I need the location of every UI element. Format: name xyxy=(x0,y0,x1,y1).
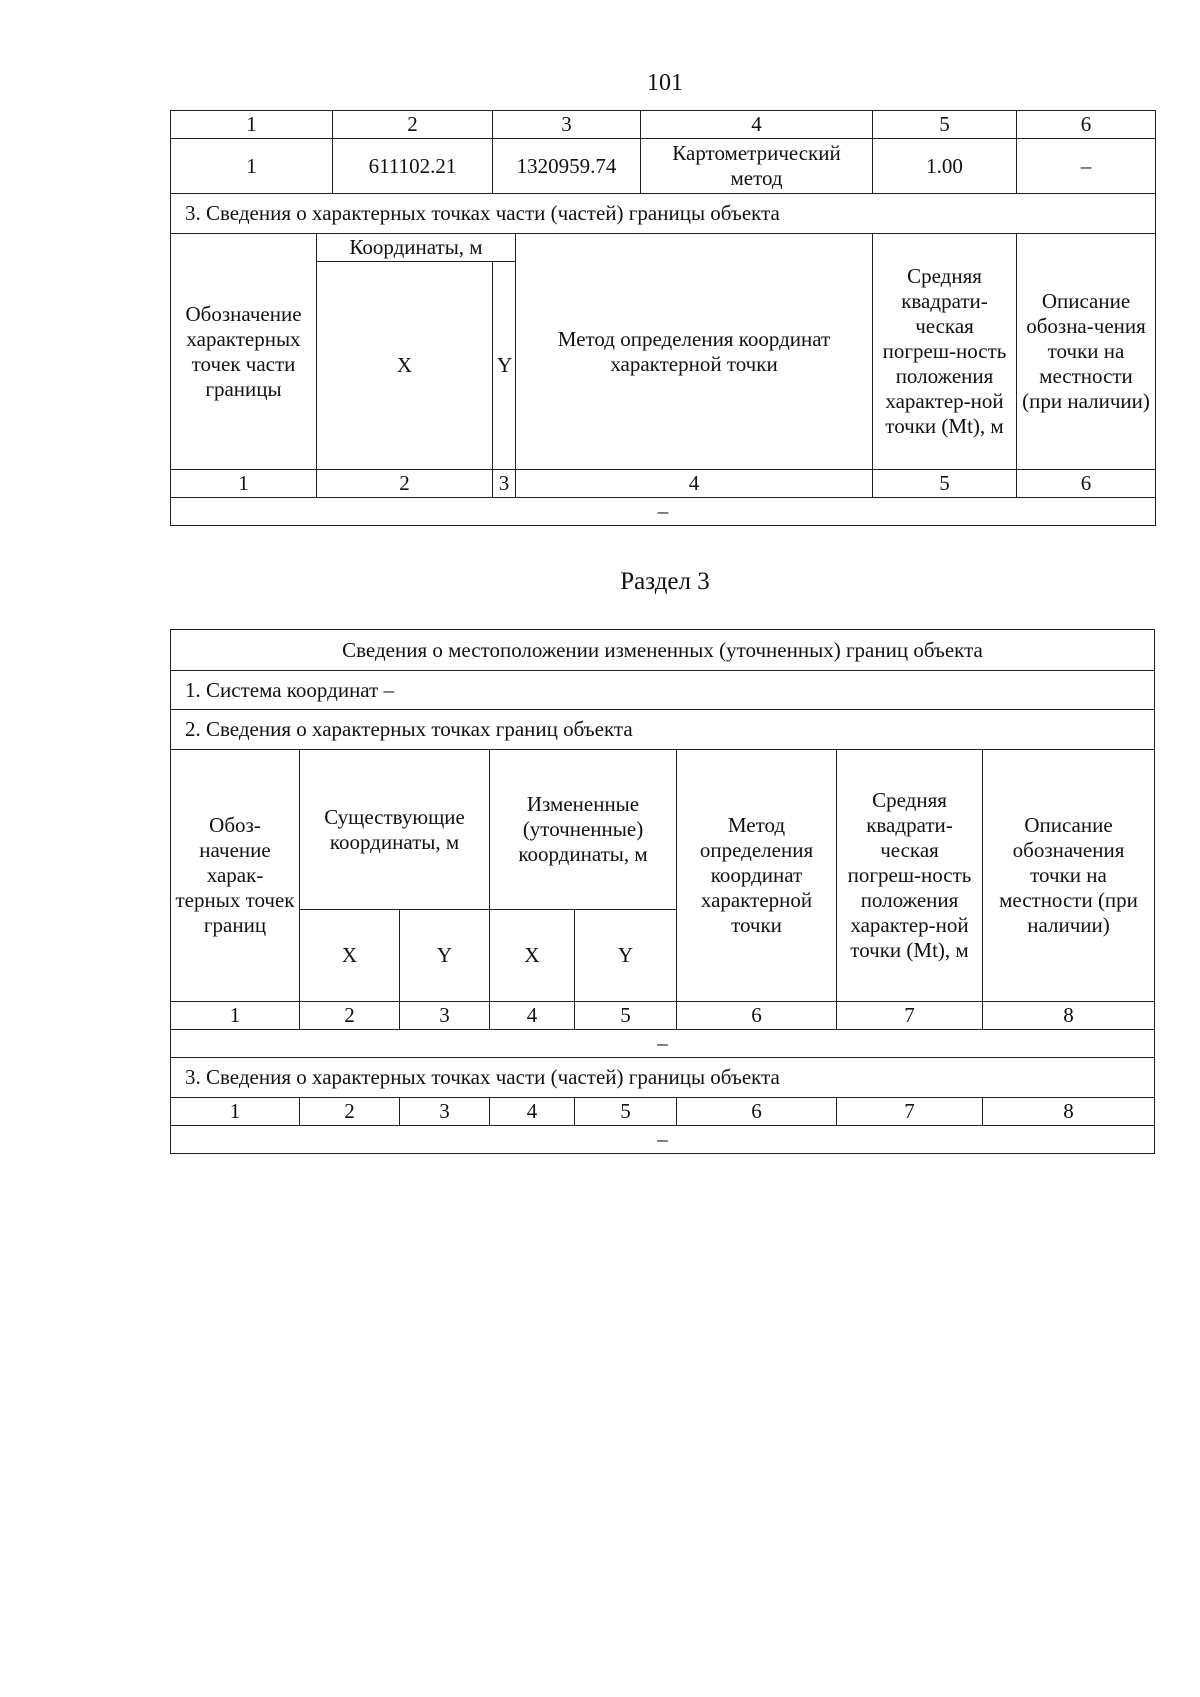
empty-row: – xyxy=(171,1030,1155,1058)
header-y: Y xyxy=(575,910,677,1002)
col-number: 1 xyxy=(171,1098,300,1126)
header-description: Описание обозначения точки на местности (при наличии) xyxy=(983,750,1155,1002)
header-mse: Средняя квадрати-ческая погреш-ность положения характер-ной точки (Mt), м xyxy=(837,750,983,1002)
header-x: X xyxy=(300,910,400,1002)
header-existing-coords: Существующие координаты, м xyxy=(300,750,490,910)
table-row xyxy=(171,234,1156,262)
col-number: 5 xyxy=(873,470,1017,498)
col-number: 4 xyxy=(516,470,873,498)
col-number: 6 xyxy=(677,1098,837,1126)
table-row xyxy=(171,111,1156,139)
header-designation: Обоз-начение харак-терных точек границ xyxy=(171,750,300,1002)
header-designation: Обозначение характерных точек части границы xyxy=(171,234,317,470)
col-number: 1 xyxy=(171,1002,300,1030)
empty-row: – xyxy=(171,1126,1155,1154)
col-number: 6 xyxy=(1017,470,1156,498)
header-y: Y xyxy=(400,910,490,1002)
table-row xyxy=(171,194,1156,234)
table-row xyxy=(171,1058,1155,1098)
col-number: 3 xyxy=(400,1098,490,1126)
col-number: 5 xyxy=(575,1098,677,1126)
empty-row: – xyxy=(171,498,1156,526)
header-method: Метод определения координат характерной точки xyxy=(677,750,837,1002)
col-number: 2 xyxy=(317,470,493,498)
coordinate-system: 1. Система координат – xyxy=(171,671,1155,710)
section-title: Раздел 3 xyxy=(620,568,710,595)
table-title: Сведения о местоположении измененных (уточненных) границ объекта xyxy=(171,630,1155,671)
col-number: 1 xyxy=(171,111,333,139)
col-number: 2 xyxy=(300,1098,400,1126)
col-number: 7 xyxy=(837,1098,983,1126)
col-number: 3 xyxy=(493,111,641,139)
changed-boundaries-table xyxy=(170,629,1155,1154)
col-number: 2 xyxy=(333,111,493,139)
header-description: Описание обозна-чения точки на местности (при наличии) xyxy=(1017,234,1156,470)
table-cell: 1320959.74 xyxy=(493,139,641,194)
table-row xyxy=(171,671,1155,710)
header-changed-coords: Измененные (уточненные) координаты, м xyxy=(490,750,677,910)
col-number: 7 xyxy=(837,1002,983,1030)
col-number: 4 xyxy=(490,1098,575,1126)
header-y: Y xyxy=(493,262,516,470)
col-number: 4 xyxy=(641,111,873,139)
table-row xyxy=(171,498,1156,526)
table-cell: 1 xyxy=(171,139,333,194)
col-number: 2 xyxy=(300,1002,400,1030)
col-number: 5 xyxy=(575,1002,677,1030)
header-method: Метод определения координат характерной точки xyxy=(516,234,873,470)
col-number: 5 xyxy=(873,111,1017,139)
table-cell: 1.00 xyxy=(873,139,1017,194)
table-row xyxy=(171,710,1155,750)
table-row xyxy=(171,1126,1155,1154)
col-number: 6 xyxy=(677,1002,837,1030)
table-cell: Картометрический метод xyxy=(641,139,873,194)
points-table-continuation xyxy=(170,110,1156,526)
col-number: 3 xyxy=(400,1002,490,1030)
col-number: 4 xyxy=(490,1002,575,1030)
table-row xyxy=(171,470,1156,498)
page-number: 101 xyxy=(647,70,683,96)
col-number: 6 xyxy=(1017,111,1156,139)
table-row xyxy=(171,1002,1155,1030)
col-number: 1 xyxy=(171,470,317,498)
header-x: X xyxy=(317,262,493,470)
section-heading: 3. Сведения о характерных точках части (частей) границы объекта xyxy=(171,194,1156,234)
section-heading: 2. Сведения о характерных точках границ объекта xyxy=(171,710,1155,750)
table-row xyxy=(171,1030,1155,1058)
header-coordinates: Координаты, м xyxy=(317,234,516,262)
table-row xyxy=(171,139,1156,194)
table-cell: – xyxy=(1017,139,1156,194)
table-row xyxy=(171,1098,1155,1126)
col-number: 3 xyxy=(493,470,516,498)
table-row xyxy=(171,750,1155,910)
table-row xyxy=(171,630,1155,671)
col-number: 8 xyxy=(983,1002,1155,1030)
col-number: 8 xyxy=(983,1098,1155,1126)
header-mse: Средняя квадрати-ческая погреш-ность положения характер-ной точки (Mt), м xyxy=(873,234,1017,470)
table-cell: 611102.21 xyxy=(333,139,493,194)
section-heading: 3. Сведения о характерных точках части (частей) границы объекта xyxy=(171,1058,1155,1098)
header-x: X xyxy=(490,910,575,1002)
